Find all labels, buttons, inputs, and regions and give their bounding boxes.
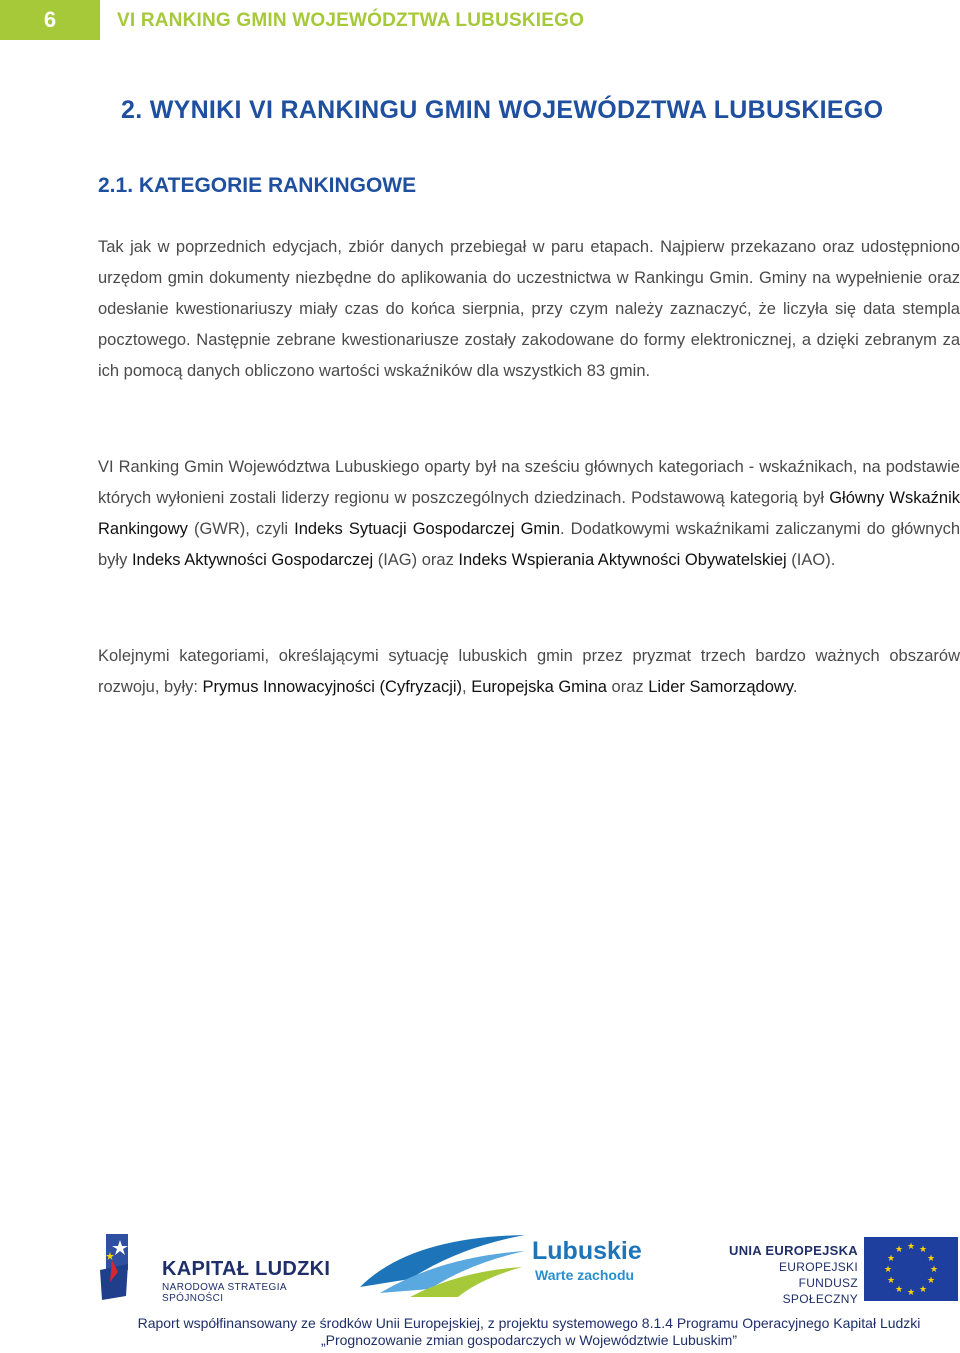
paragraph-additional-categories — [98, 641, 960, 703]
svg-text:★: ★ — [894, 1285, 904, 1295]
svg-text:★: ★ — [926, 1276, 936, 1286]
page-number: 6 — [0, 0, 100, 40]
highlight-iag: Indeks Aktywności Gospodarczej — [131, 551, 374, 569]
kapital-ludzki-subtitle: NARODOWA STRATEGIA SPÓJNOŚCI — [162, 1282, 287, 1304]
kapital-ludzki-logo — [98, 1230, 338, 1304]
section-title: 2. WYNIKI VI RANKINGU GMIN WOJEWÓDZTWA LUBUSKIEGO — [121, 96, 884, 124]
text-span: , — [462, 678, 472, 696]
highlight-iao: Indeks Wspierania Aktywności Obywatelskiej — [458, 551, 787, 569]
svg-text:★: ★ — [894, 1245, 904, 1255]
highlight-gwr: Główny Wskaźnik Rankingowy — [98, 489, 960, 538]
paragraph-intro: Tak jak w poprzednich edycjach, zbiór danych przebiegał w paru etapach. Najpierw przekazano oraz udostępniono urzędom gmin dokumenty niezbędne do aplikowania do uczestnictwa w Rankingu Gmin. Gminy na wypełnienie oraz odesłanie kwestionariuszy miały czas do końca sierpnia, przy czym należy zaznaczyć, że liczyła się data stempla pocztowego. Następnie zebrane kwestionariusze zostały zakodowane do formy elektronicznej, a dzięki zebranym za ich pomocą danych obliczono wartości wskaźników dla wszystkich 83 gmin. — [98, 238, 960, 380]
kapital-ludzki-mark-icon — [98, 1230, 146, 1300]
svg-text:★: ★ — [918, 1285, 928, 1295]
eu-line-3: FUNDUSZ SPOŁECZNY — [782, 1276, 858, 1306]
highlight-isgg: Indeks Sytuacji Gospodarczej Gmin — [294, 520, 561, 538]
paragraph-categories — [98, 452, 960, 576]
text-span: (IAO). — [786, 551, 836, 569]
highlight-europejska-gmina: Europejska Gmina — [471, 678, 607, 696]
svg-text:★: ★ — [929, 1265, 939, 1275]
eu-flag-icon — [864, 1237, 958, 1301]
eu-line-1: UNIA EUROPEJSKA — [729, 1243, 858, 1258]
eu-logo — [722, 1242, 958, 1306]
svg-text:★: ★ — [906, 1288, 916, 1298]
funding-line-2: „Prognozowanie zmian gospodarczych w Województwie Lubuskim” — [320, 1332, 738, 1348]
text-span: (IAG) oraz — [373, 551, 459, 569]
eu-line-2: EUROPEJSKI — [778, 1260, 858, 1274]
funding-note — [98, 1315, 960, 1349]
footer-logos — [0, 1225, 960, 1315]
page-header — [0, 0, 960, 40]
svg-text:★: ★ — [886, 1254, 896, 1264]
svg-text:★: ★ — [886, 1276, 896, 1286]
subsection-title: 2.1. KATEGORIE RANKINGOWE — [98, 174, 417, 197]
lubuskie-name: Lubuskie — [532, 1237, 642, 1265]
lubuskie-tagline: Warte zachodu — [535, 1267, 635, 1283]
text-span: . Dodatkowymi wskaźnikami zaliczanymi do głównych były — [98, 520, 960, 569]
funding-line-1: Raport współfinansowany ze środków Unii Europejskiej, z projektu systemowego 8.1.4 Programu Operacyjnego Kapitał Ludzki — [137, 1315, 921, 1331]
eu-text — [722, 1243, 858, 1307]
text-span: . — [792, 678, 798, 696]
text-span: oraz — [606, 678, 649, 696]
text-span: Kolejnymi kategoriami, określającymi sytuację lubuskich gmin przez pryzmat trzech bardzo ważnych obszarów rozwoju, były: — [98, 647, 960, 696]
kapital-ludzki-title: KAPITAŁ LUDZKI — [162, 1258, 331, 1280]
highlight-prymus: Prymus Innowacyjności (Cyfryzacji) — [202, 678, 463, 696]
lubuskie-logo — [350, 1227, 650, 1297]
svg-text:★: ★ — [918, 1245, 928, 1255]
highlight-lider: Lider Samorządowy — [648, 678, 793, 696]
svg-text:★: ★ — [906, 1242, 916, 1252]
text-span: VI Ranking Gmin Województwa Lubuskiego oparty był na sześciu głównych kategoriach - wskaźnikach, na podstawie których wyłonieni zostali liderzy regionu w poszczególnych dziedzinach. Podstawową kategorią był — [98, 458, 960, 507]
svg-text:★: ★ — [883, 1265, 893, 1275]
svg-text:★: ★ — [926, 1254, 936, 1264]
running-title: VI RANKING GMIN WOJEWÓDZTWA LUBUSKIEGO — [117, 10, 585, 31]
lubuskie-swoosh-icon — [350, 1227, 530, 1297]
text-span: (GWR), czyli — [187, 520, 295, 538]
